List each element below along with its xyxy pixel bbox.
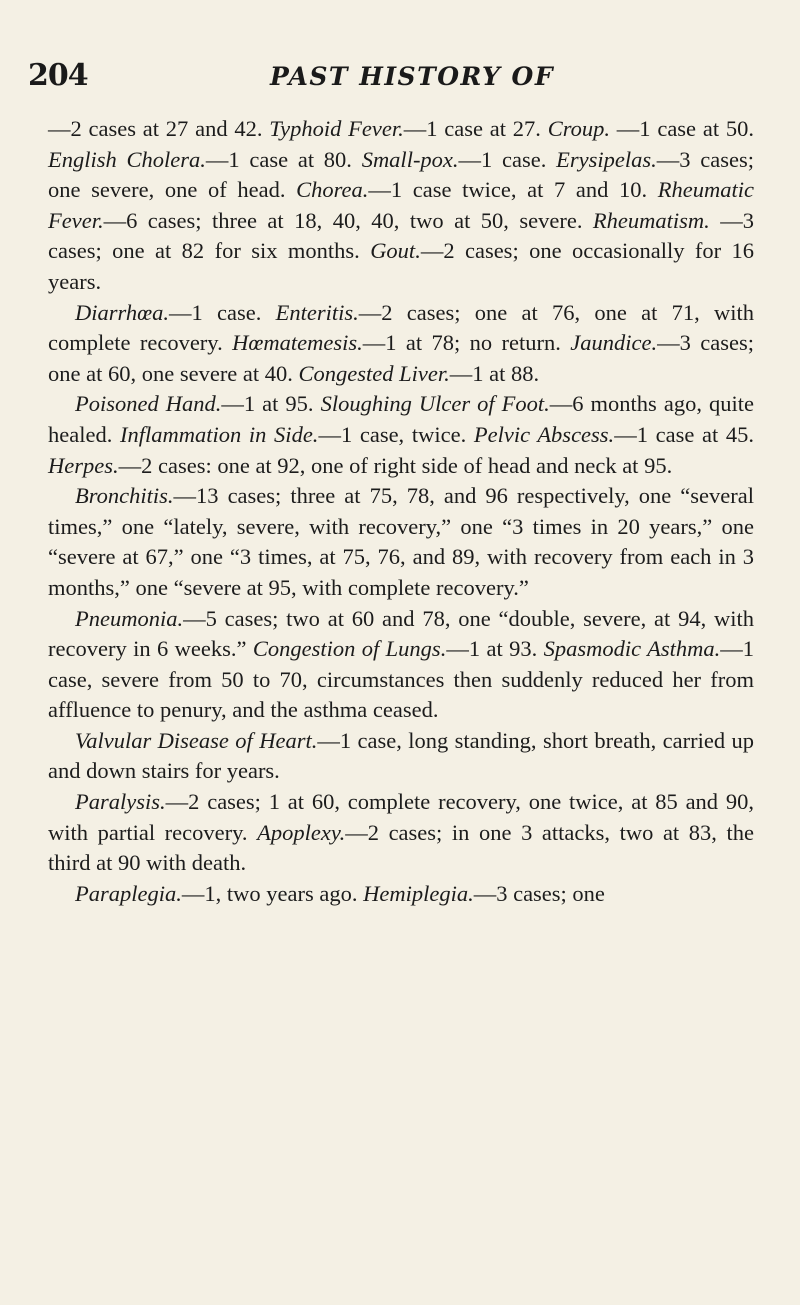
entry-text: —2 cases; one occasionally for 16 years.: [48, 238, 755, 294]
entry-heading: Congested Liver.: [298, 360, 450, 386]
entry-text: —6 cases; three at 18, 40, 40, two at 50, severe.: [103, 207, 593, 233]
entry-heading: Rheumatic Fever.: [48, 177, 754, 233]
entry-heading: Pneumonia.: [75, 605, 184, 631]
entry-heading: Inflammation in Side.: [120, 421, 319, 447]
entry-heading: Sloughing Ulcer of Foot.: [320, 391, 550, 417]
entry-text: —5 cases; two at 60 and 78, one “double, severe, at 94, with recovery in 6 weeks.”: [48, 605, 754, 662]
entry-text: —1 case.: [169, 299, 276, 325]
entry-heading: Small-pox.: [361, 146, 459, 172]
entry-heading: Croup.: [547, 116, 611, 141]
paragraph: [48, 481, 754, 603]
entry-heading: Poisoned Hand.: [75, 391, 222, 417]
entry-heading: Rheumatism.: [592, 207, 710, 233]
entry-text: —1 case.: [458, 146, 557, 172]
entry-heading: Congestion of Lungs.: [252, 636, 447, 662]
paragraph: [48, 298, 754, 390]
paragraph: [48, 604, 754, 726]
entry-text: —3 cases; one at 82 for six months.: [48, 207, 755, 264]
entry-text: —1 case, severe from 50 to 70, circumstances then suddenly reduced her from affluence to penury, and the asthma ceased.: [48, 636, 754, 723]
entry-text: —6 months ago, quite healed.: [48, 391, 754, 447]
running-title: PAST HISTORY OF: [270, 62, 555, 91]
page-number: 204: [28, 58, 88, 93]
entry-heading: Spasmodic Asthma.: [543, 636, 721, 662]
entry-text: —1 case twice, at 7 and 10.: [368, 177, 658, 203]
entry-text: —2 cases; one at 76, one at 71, with complete recovery.: [48, 299, 754, 356]
entry-heading: Erysipelas.: [556, 146, 657, 172]
entry-heading: Hœmatemesis.: [232, 330, 363, 356]
entry-heading: Jaundice.: [570, 330, 658, 356]
entry-text: —1 case at 80.: [205, 146, 362, 172]
paragraph: [48, 726, 754, 787]
body-text: [48, 114, 754, 909]
entry-text: —3 cases; one: [473, 880, 605, 906]
page-header: [28, 58, 768, 102]
entry-heading: Gout.: [370, 238, 421, 264]
entry-text: —1, two years ago.: [181, 880, 364, 906]
paragraph: [48, 879, 754, 910]
entry-text: —13 cases; three at 75, 78, and 96 respectively, one “several times,” one “lately, severe, with recovery,” one “3 times in 20 years,” one “severe at 67,” one “3 times, at 75, 76, and 89, with recovery from each in 3 months,” one “severe at 95, with complete recovery.”: [48, 483, 754, 600]
entry-heading: Pelvic Abscess.: [473, 421, 615, 447]
entry-heading: Apoplexy.: [257, 819, 346, 845]
entry-text: —1 case at 50.: [610, 116, 754, 141]
entry-text: —1 case, twice.: [318, 421, 474, 447]
entry-heading: Paralysis.: [75, 789, 166, 815]
entry-heading: Chorea.: [296, 177, 369, 203]
entry-heading: Herpes.: [48, 452, 119, 478]
entry-text: —1 case at 45.: [614, 421, 754, 447]
paragraph: [48, 389, 754, 481]
paragraph: [48, 787, 754, 879]
paragraph: [48, 114, 754, 298]
entry-text: —3 cases; one at 60, one severe at 40.: [48, 330, 754, 386]
entry-heading: Enteritis.: [275, 299, 359, 325]
entry-heading: Bronchitis.: [75, 483, 174, 509]
entry-text: —2 cases; in one 3 attacks, two at 83, the third at 90 with death.: [48, 819, 754, 876]
entry-text: —3 cases; one severe, one of head.: [48, 146, 754, 203]
entry-text: —1 at 78; no return.: [362, 330, 571, 356]
entry-text: —1 at 95.: [221, 391, 321, 417]
entry-text: —1 at 93.: [446, 636, 544, 662]
entry-heading: Typhoid Fever.: [269, 116, 404, 141]
entry-text: —2 cases; 1 at 60, complete recovery, one twice, at 85 and 90, with partial recovery.: [48, 789, 754, 845]
entry-text: —1 at 88.: [449, 360, 540, 386]
entry-heading: Diarrhœa.: [75, 299, 169, 325]
entry-heading: Valvular Disease of Heart.: [75, 727, 318, 753]
entry-text: —2 cases: one at 92, one of right side of head and neck at 95.: [118, 452, 673, 478]
entry-heading: Paraplegia.: [75, 880, 182, 906]
entry-text: —1 case, long standing, short breath, carried up and down stairs for years.: [48, 727, 754, 784]
entry-text: —1 case at 27.: [403, 116, 548, 141]
entry-text: —2 cases at 27 and 42.: [48, 116, 270, 141]
entry-heading: Hemiplegia.: [363, 880, 474, 906]
entry-heading: English Cholera.: [48, 146, 206, 172]
